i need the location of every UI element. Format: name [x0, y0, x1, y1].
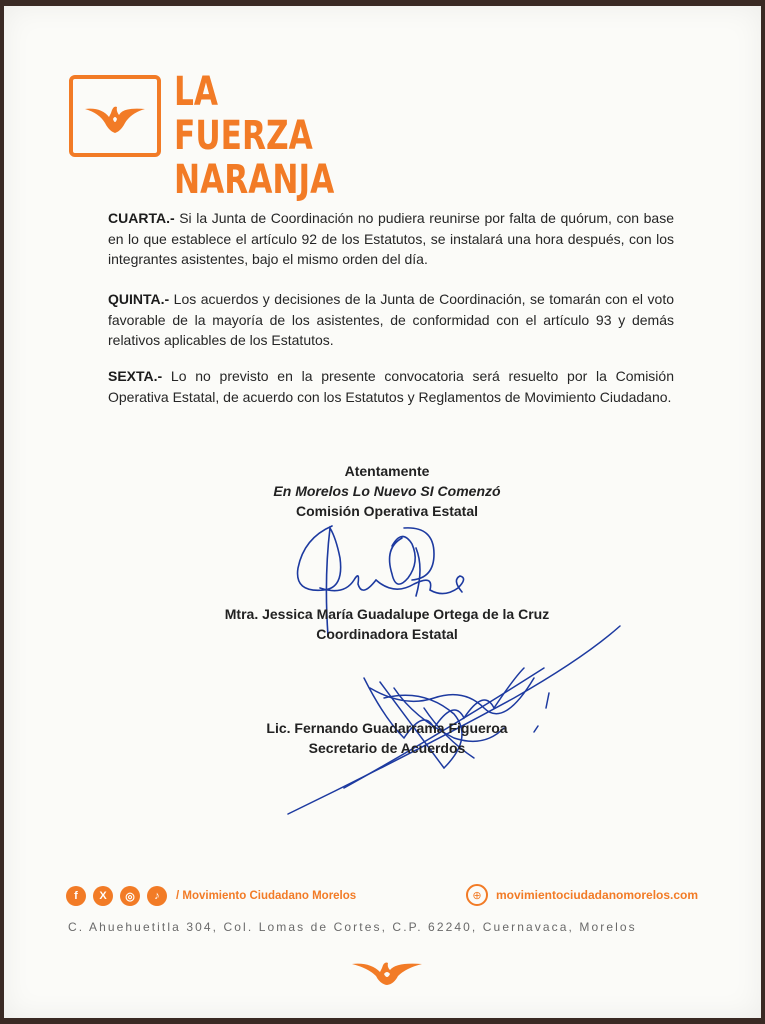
- social-media-bar: [66, 884, 356, 908]
- clause-text: Los acuerdos y decisiones de la Junta de Coordinación, se tomarán con el voto favorable de la mayoría de los asistentes, de conformidad con el artículo 93 y demás relativos aplicables de los Estatutos.: [108, 291, 674, 348]
- motto: En Morelos Lo Nuevo SI Comenzó: [273, 483, 501, 499]
- website-link[interactable]: movimientociudadanomorelos.com: [496, 888, 699, 902]
- eagle-icon: [83, 101, 147, 135]
- commission-name: Comisión Operativa Estatal: [295, 503, 479, 519]
- signatory-name: Lic. Fernando Guadarrama Figueroa: [266, 720, 508, 736]
- clause-cuarta: [108, 208, 674, 270]
- logo-wordmark: [174, 70, 334, 202]
- clause-text: Si la Junta de Coordinación no pudiera reunirse por falta de quórum, con base en lo que establece el artículo 92 de los Estatutos, se instalará una hora después, con los integrantes asistentes, bajo el mismo orden del día.: [108, 210, 674, 267]
- document-page: [4, 6, 761, 1018]
- tiktok-icon[interactable]: ♪: [147, 886, 167, 906]
- website-block: [466, 884, 698, 906]
- eagle-icon: [350, 958, 424, 986]
- party-logo: [66, 69, 376, 203]
- clause-label: QUINTA.-: [108, 291, 170, 307]
- social-handle: / Movimiento Ciudadano Morelos: [176, 890, 357, 902]
- globe-icon: ⊕: [466, 884, 488, 906]
- logo-line-1: LA FUERZA: [174, 69, 313, 159]
- signatory-role: Coordinadora Estatal: [316, 626, 458, 642]
- closing-block: [104, 461, 670, 521]
- x-icon[interactable]: X: [93, 886, 113, 906]
- clause-label: CUARTA.-: [108, 210, 175, 226]
- address-line: C. Ahuehuetitla 304, Col. Lomas de Cortes, C.P. 62240, Cuernavaca, Morelos: [68, 920, 637, 934]
- signatory-2: [104, 718, 670, 758]
- clause-label: SEXTA.-: [108, 368, 163, 384]
- clause-quinta: [108, 289, 674, 351]
- clause-sexta: [108, 366, 674, 407]
- salutation: Atentamente: [344, 463, 430, 479]
- clause-text: Lo no previsto en la presente convocatoria será resuelto por la Comisión Operativa Estatal, de acuerdo con los Estatutos y Reglamentos de Movimiento Ciudadano.: [108, 368, 674, 405]
- logo-emblem-box: [69, 75, 161, 157]
- signatory-name: Mtra. Jessica María Guadalupe Ortega de la Cruz: [224, 606, 550, 622]
- facebook-icon[interactable]: f: [66, 886, 86, 906]
- logo-line-2: NARANJA: [174, 157, 335, 203]
- instagram-icon[interactable]: ◎: [120, 886, 140, 906]
- signatory-role: Secretario de Acuerdos: [308, 740, 466, 756]
